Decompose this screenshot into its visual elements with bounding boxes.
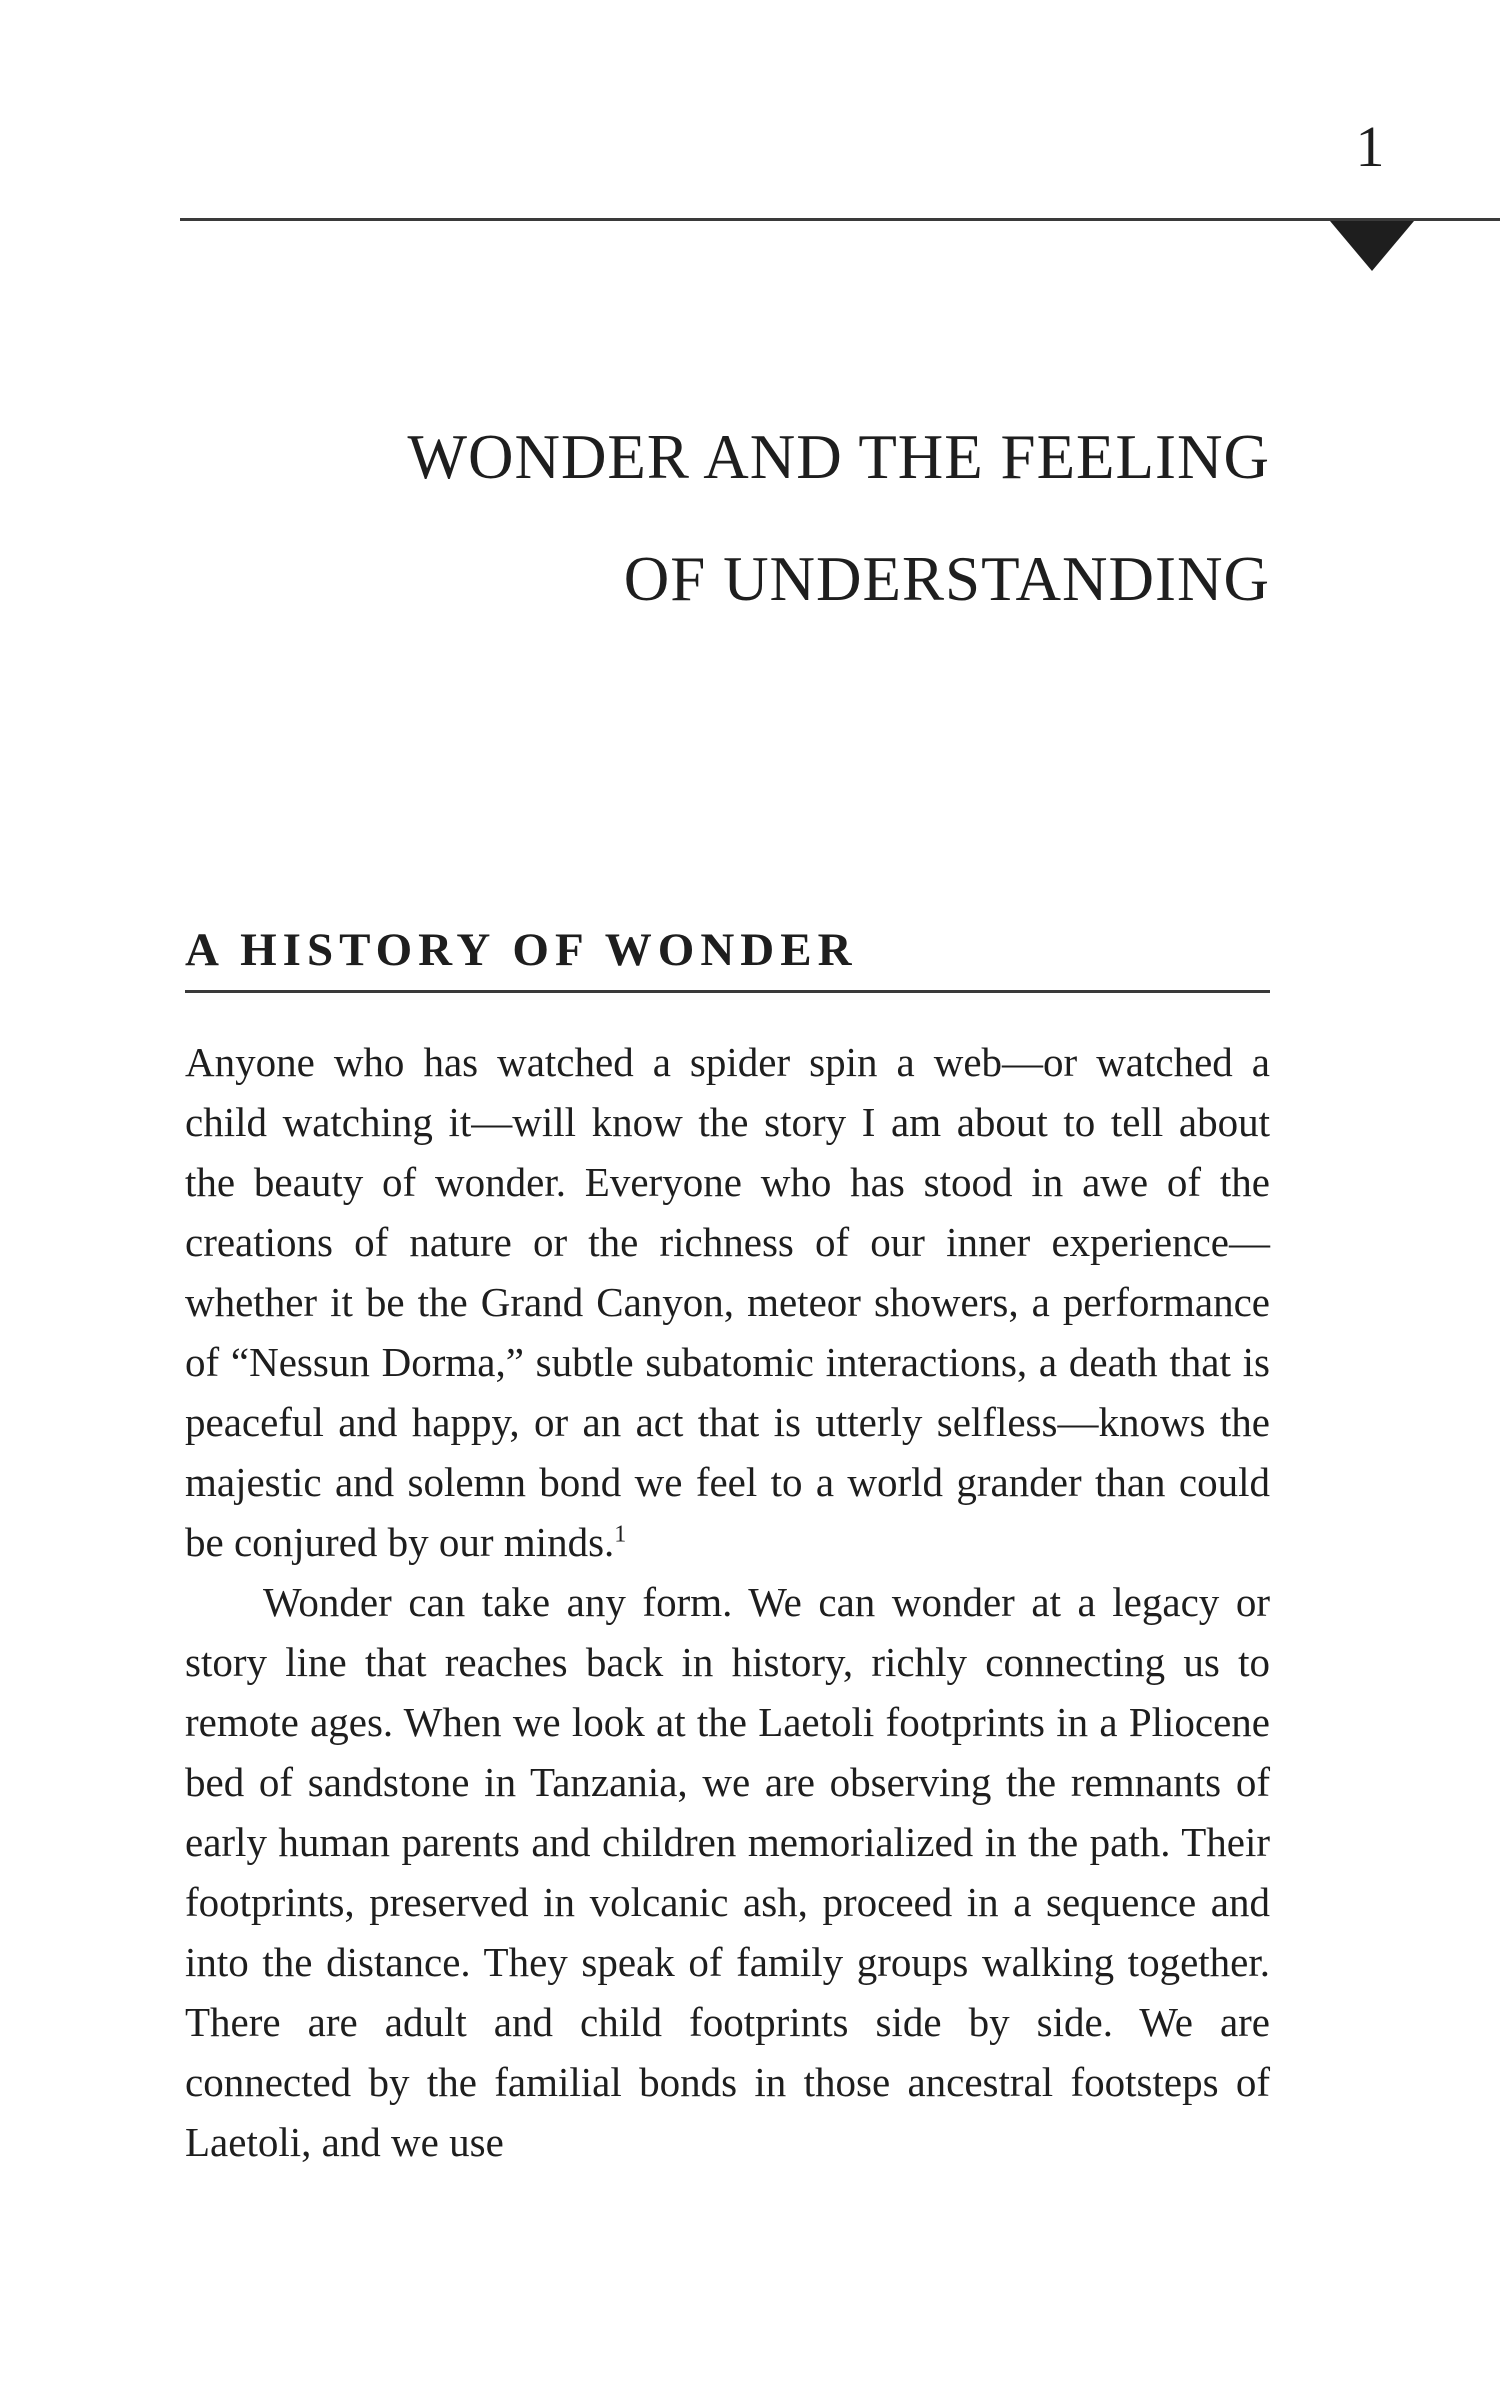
paragraph: [185, 1032, 1270, 1572]
chapter-title: [180, 396, 1270, 640]
chapter-title-line-2: OF UNDERSTANDING: [623, 544, 1270, 614]
section-heading: A HISTORY OF WONDER: [185, 920, 1270, 993]
footnote-marker[interactable]: 1: [614, 1521, 627, 1548]
paragraph: [185, 1572, 1270, 2172]
chapter-number: 1: [1355, 114, 1385, 179]
body-text: [185, 1032, 1270, 2172]
paragraph-text: Wonder can take any form. We can wonder at a legacy or story line that reaches back in history, richly connecting us to remote ages. When we look at the Laetoli footprints in a Pliocene bed of sandstone in Tanzania, we are observing the remnants of early human parents and children memorialized in the path. Their footprints, preserved in volcanic ash, proceed in a sequence and into the distance. They speak of family groups walking together. There are adult and child footprints side by side. We are connected by the familial bonds in those ancestral footsteps of Laetoli, and we use: [185, 1579, 1270, 2165]
chapter-title-line-1: WONDER AND THE FEELING: [407, 422, 1270, 492]
chapter-marker-icon: [1330, 221, 1414, 271]
header-rule: [180, 218, 1500, 221]
paragraph-text: Anyone who has watched a spider spin a web—or watched a child watching it—will know the story I am about to tell about the beauty of wonder. Everyone who has stood in awe of the creations of nature or the richness of our inner experience—whether it be the Grand Canyon, meteor showers, a performance of “Nessun Dorma,” subtle subatomic interactions, a death that is peaceful and happy, or an act that is utterly selfless—knows the majestic and solemn bond we feel to a world grander than could be conjured by our minds.: [185, 1039, 1270, 1565]
